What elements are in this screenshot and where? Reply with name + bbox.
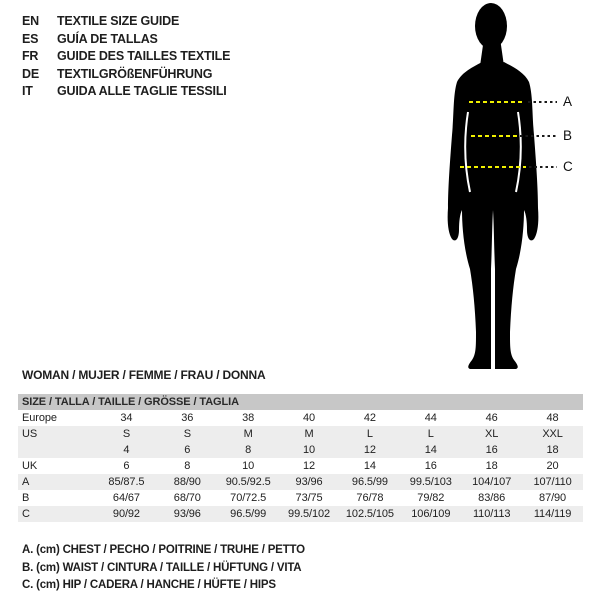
table-row-waist — [18, 490, 583, 506]
size-cell: 20 — [546, 460, 559, 472]
size-cell: 36 — [181, 412, 194, 424]
language-title: GUIDE DES TAILLES TEXTILE — [57, 49, 231, 63]
language-title: GUÍA DE TALLAS — [57, 31, 158, 46]
table-row-us-numbers — [18, 442, 583, 458]
size-cell: 96.5/99 — [351, 476, 388, 488]
row-label: C — [22, 508, 30, 520]
size-cell: 16 — [485, 444, 498, 456]
size-cell: 83/86 — [478, 492, 506, 504]
size-cell: 110/113 — [472, 508, 511, 520]
size-cell: S — [122, 428, 131, 440]
size-cell: 10 — [242, 460, 255, 472]
size-cell: 14 — [363, 460, 376, 472]
hip-line-label: C — [563, 159, 573, 174]
size-cell: 70/72.5 — [230, 492, 267, 504]
language-code: DE — [22, 66, 39, 81]
table-header: SIZE / TALLA / TAILLE / GRÖSSE / TAGLIA — [18, 394, 583, 410]
chest-line-label: A — [563, 94, 573, 109]
row-label — [18, 442, 96, 458]
size-cell: 18 — [546, 444, 559, 456]
chest-leader-line — [528, 101, 557, 103]
size-cell: L — [427, 428, 434, 440]
size-cell: 79/82 — [417, 492, 445, 504]
size-cell: 106/109 — [411, 508, 451, 520]
woman-silhouette-image — [443, 2, 547, 372]
size-cell: 104/107 — [472, 476, 512, 488]
chest-dash-line — [469, 101, 524, 103]
language-title: TEXTILE SIZE GUIDE — [57, 14, 180, 28]
waist-dash-line — [471, 135, 517, 137]
size-cell: 12 — [303, 460, 316, 472]
size-cell: 90/92 — [112, 508, 140, 520]
size-cell: 107/110 — [533, 476, 572, 488]
legend-item-hip: C. (cm) HIP / CADERA / HANCHE / HÜFTE / HIPS — [22, 579, 276, 591]
size-cell: 16 — [424, 460, 437, 472]
size-cell: 18 — [485, 460, 498, 472]
language-code: FR — [22, 49, 39, 63]
size-cell: 99.5/102 — [288, 508, 331, 520]
size-cell: 68/70 — [173, 492, 201, 504]
size-cell: 73/75 — [295, 492, 323, 504]
table-row-hip — [18, 506, 583, 522]
size-cell: 4 — [123, 444, 130, 456]
size-cell: 14 — [424, 444, 437, 456]
size-cell: 6 — [184, 444, 191, 456]
size-cell: M — [243, 428, 253, 440]
size-table — [18, 410, 583, 522]
size-cell: 34 — [120, 412, 133, 424]
size-cell: 85/87.5 — [108, 476, 145, 488]
table-row-chest — [18, 474, 583, 490]
size-cell: 40 — [303, 412, 316, 424]
language-title: GUIDA ALLE TAGLIE TESSILI — [57, 84, 227, 98]
size-cell: L — [366, 428, 373, 440]
legend-item-chest: A. (cm) CHEST / PECHO / POITRINE / TRUHE / PETTO — [22, 544, 305, 556]
size-cell: 8 — [245, 444, 252, 456]
row-label: US — [22, 428, 38, 440]
waist-leader-line — [520, 135, 557, 137]
size-cell: 93/96 — [295, 476, 323, 488]
size-cell: 96.5/99 — [230, 508, 267, 520]
size-cell: XXL — [542, 428, 563, 440]
size-cell: 48 — [546, 412, 559, 424]
size-cell: XL — [485, 428, 499, 440]
size-cell: 99.5/103 — [409, 476, 452, 488]
size-cell: 90.5/92.5 — [225, 476, 271, 488]
size-cell: 10 — [303, 444, 316, 456]
language-title: TEXTILGRÖßENFÜHRUNG — [57, 66, 213, 81]
table-row-us-letters — [18, 426, 583, 442]
size-cell: 44 — [424, 412, 437, 424]
row-label: Europe — [22, 412, 57, 424]
measurement-legend — [22, 542, 305, 595]
size-cell: S — [183, 428, 191, 440]
row-label: A — [22, 476, 30, 488]
size-cell: 76/78 — [356, 492, 384, 504]
hip-dash-line — [460, 166, 526, 168]
row-label: B — [22, 492, 30, 504]
size-cell: 38 — [242, 412, 255, 424]
legend-item-waist: B. (cm) WAIST / CINTURA / TAILLE / HÜFTUNG / VITA — [22, 561, 302, 574]
table-row-europe — [18, 410, 583, 426]
size-cell: 64/67 — [112, 492, 140, 504]
language-code: IT — [22, 84, 33, 98]
table-row-uk — [18, 458, 583, 474]
size-cell: 8 — [184, 460, 191, 472]
language-code: ES — [22, 31, 39, 46]
size-cell: 93/96 — [173, 508, 201, 520]
size-cell: M — [304, 428, 314, 440]
row-label: UK — [22, 460, 38, 472]
size-cell: 87/90 — [539, 492, 567, 504]
size-cell: 88/90 — [173, 476, 201, 488]
size-cell: 114/119 — [533, 508, 572, 520]
size-cell: 46 — [485, 412, 498, 424]
size-cell: 12 — [363, 444, 376, 456]
hip-leader-line — [529, 166, 557, 168]
size-cell: 42 — [363, 412, 376, 424]
language-code: EN — [22, 14, 39, 28]
size-cell: 6 — [123, 460, 130, 472]
size-cell: 102.5/105 — [345, 508, 394, 520]
section-title: WOMAN / MUJER / FEMME / FRAU / DONNA — [22, 368, 266, 382]
waist-line-label: B — [563, 128, 573, 143]
